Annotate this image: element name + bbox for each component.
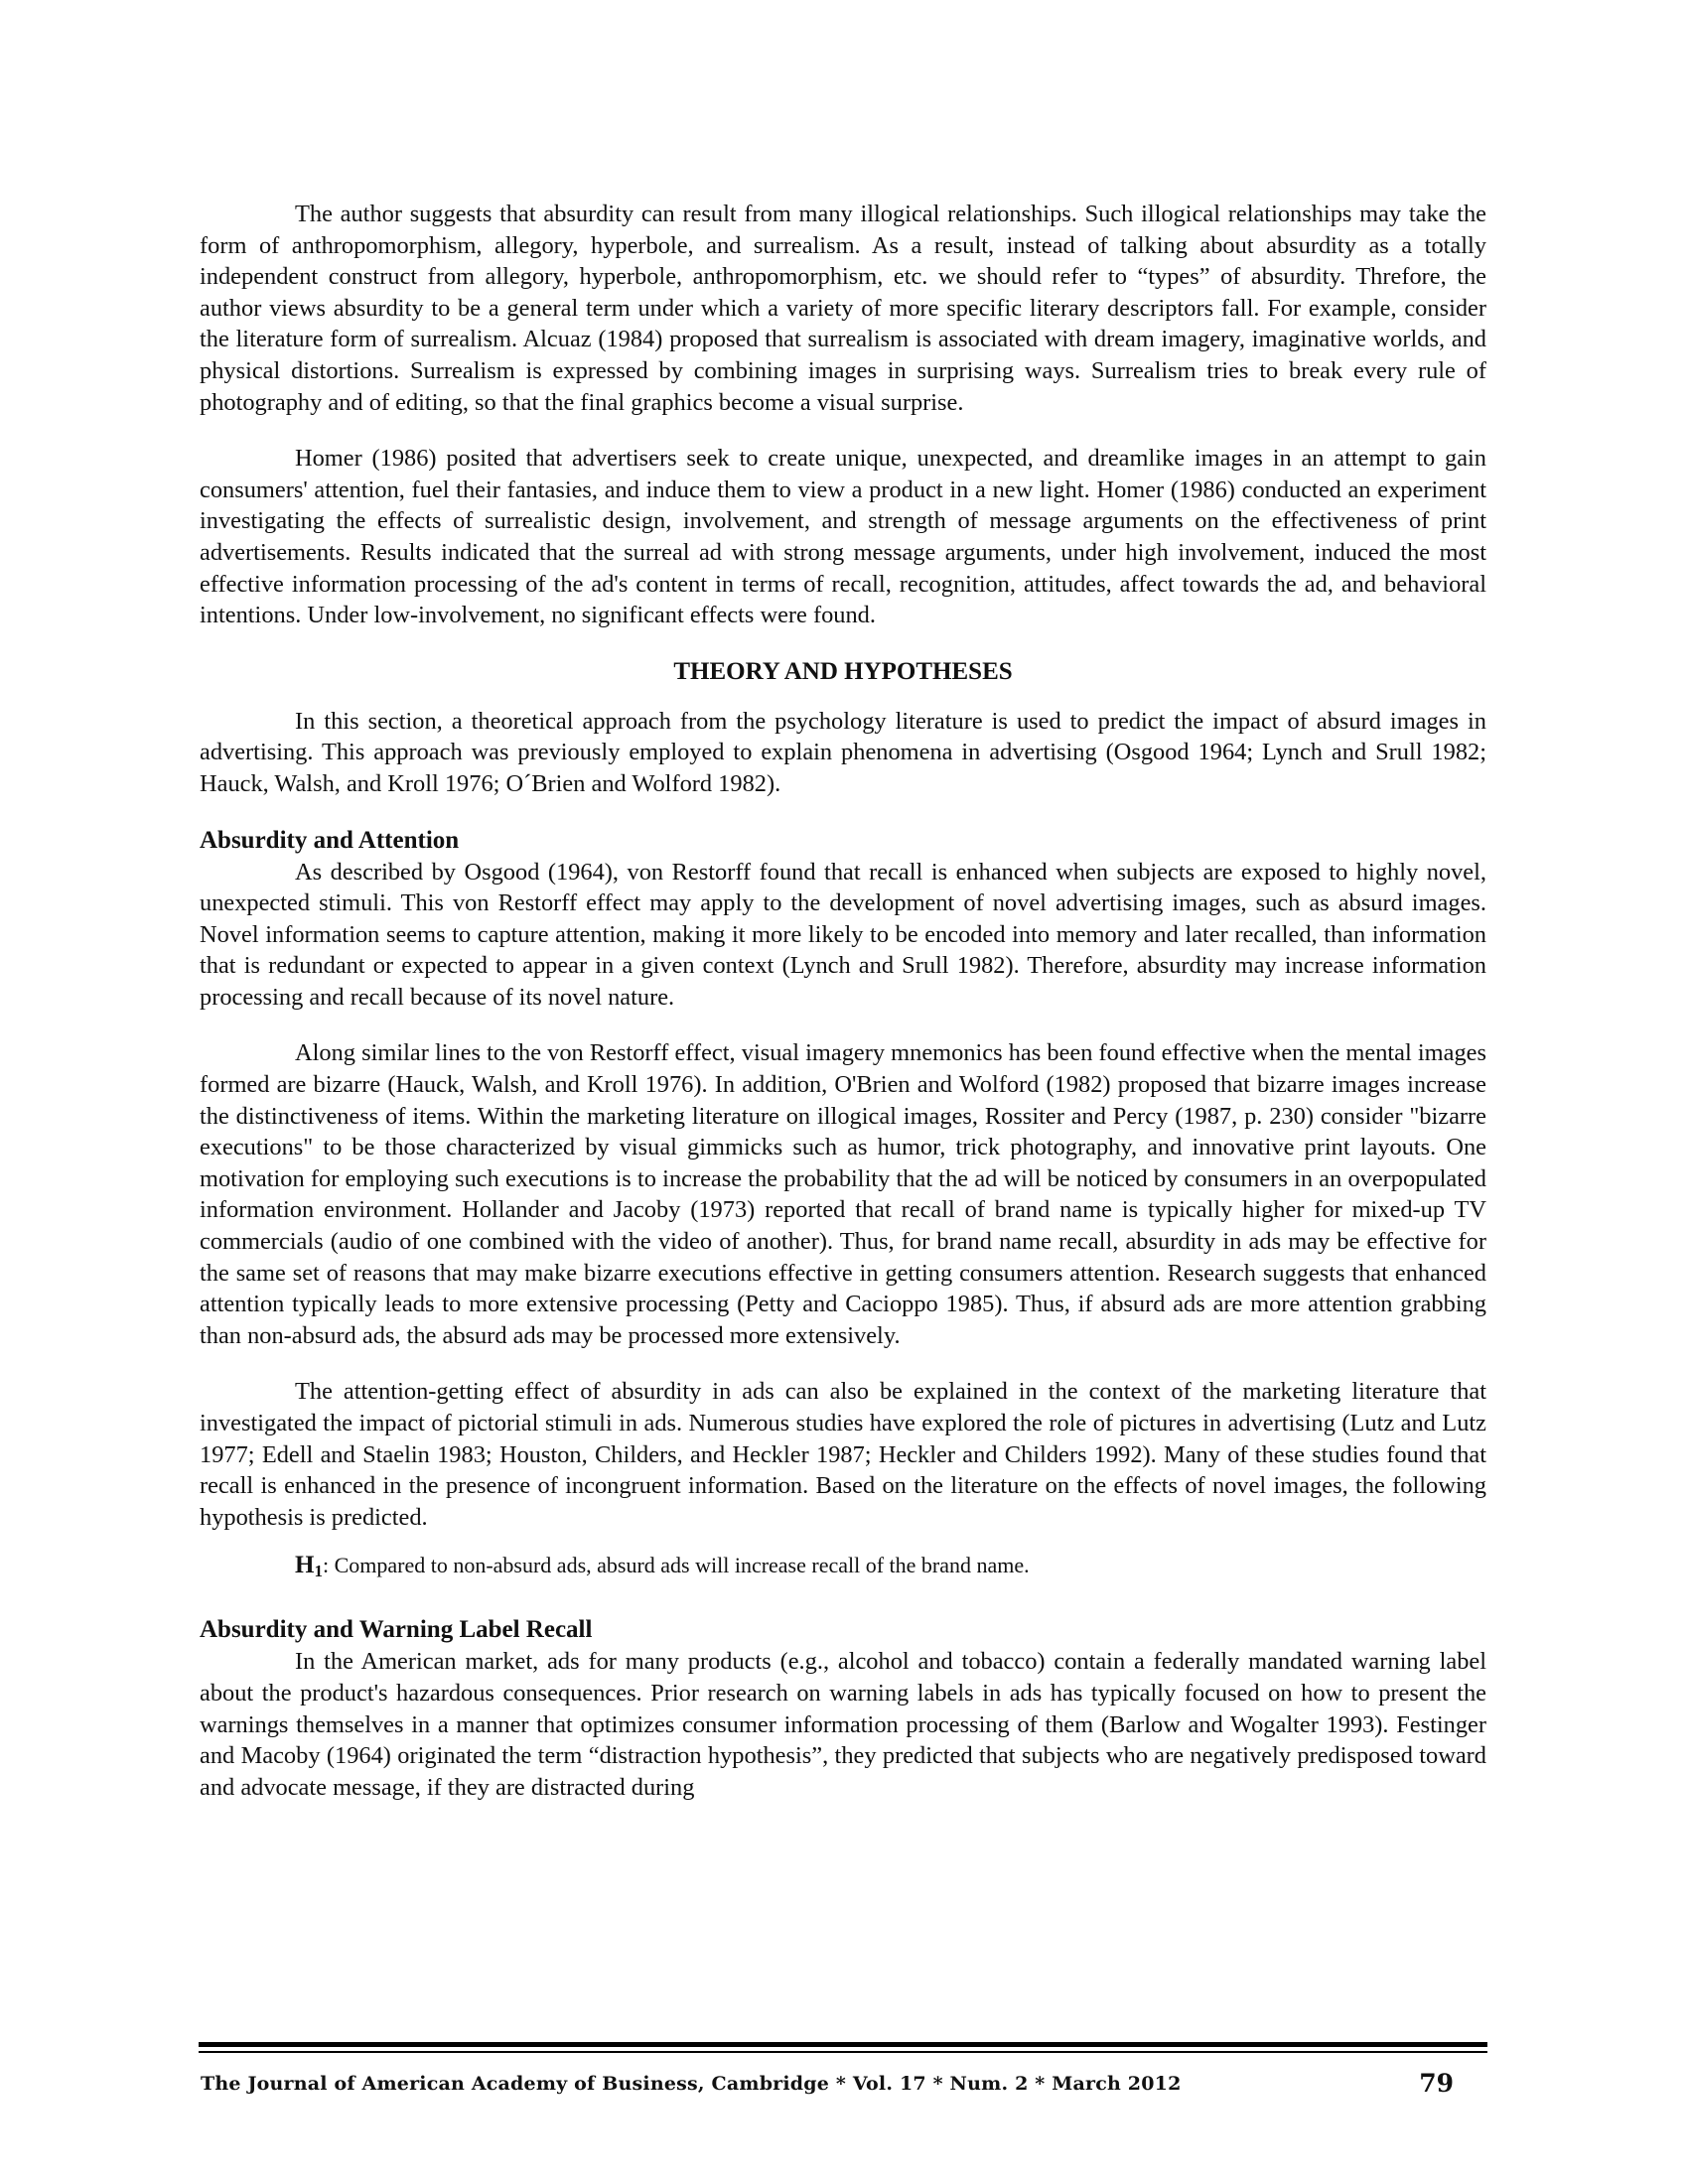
subsection-heading-warning: Absurdity and Warning Label Recall xyxy=(200,1616,593,1644)
hypothesis-h1 xyxy=(200,1551,1486,1586)
section-heading-theory: THEORY AND HYPOTHESES xyxy=(673,657,1013,685)
footer-rule-thin xyxy=(199,2051,1487,2053)
page-footer xyxy=(201,2067,1483,2103)
page-body xyxy=(200,199,1486,1828)
subsection-heading-attention: Absurdity and Attention xyxy=(200,826,460,854)
paragraph-homer-surrealism: Homer (1986) posited that advertisers seek to create unique, unexpected, and dreamlike images in an attempt to gain consumers' attention, fuel their fantasies, and induce them to view a product in a new light. Homer (1986) conducted an experiment investigating the effects of surrealistic design, involvement, and strength of message arguments on the effectiveness of print advertisements. Results indicated that the surreal ad with strong message arguments, under high involvement, induced the most effective information processing of the ad's content in terms of recall, recognition, attitudes, affect towards the ad, and behavioral intentions. Under low-involvement, no significant effects were found. xyxy=(200,445,1486,629)
paragraph-warning-labels: In the American market, ads for many products (e.g., alcohol and tobacco) contain a federally mandated warning label about the product's hazardous consequences. Prior research on warning labels in ads has typically focused on how to present the warnings themselves in a manner that optimizes consumer information processing of them (Barlow and Wogalter 1993). Festinger and Macoby (1964) originated the term “distraction hypothesis”, they predicted that subjects who are negatively predisposed toward and advocate message, if they are distracted during xyxy=(200,1648,1486,1801)
paragraph-bizarre-imagery: Along similar lines to the von Restorff effect, visual imagery mnemonics has been found effective when the mental images formed are bizarre (Hauck, Walsh, and Kroll 1976). In addition, O'Brien and Wolford (1982) proposed that bizarre images increase the distinctiveness of items. Within the marketing literature on illogical images, Rossiter and Percy (1987, p. 230) consider "bizarre executions" to be those characterized by visual gimmicks such as humor, trick photography, and innovative print layouts. One motivation for employing such executions is to increase the probability that the ad will be noticed by consumers in an overpopulated information environment. Hollander and Jacoby (1973) reported that recall of brand name is typically higher for mixed-up TV commercials (audio of one combined with the video of another). Thus, for brand name recall, absurdity in ads may be effective for the same set of reasons that may make bizarre executions effective in getting consumers attention. Research suggests that enhanced attention typically leads to more extensive processing (Petty and Cacioppo 1985). Thus, if absurd ads are more attention grabbing than non-absurd ads, the absurd ads may be processed more extensively. xyxy=(200,1039,1486,1349)
journal-citation: The Journal of American Academy of Business, Cambridge * Vol. 17 * Num. 2 * March 2012 xyxy=(201,2073,1182,2095)
paragraph-von-restorff: As described by Osgood (1964), von Restorff found that recall is enhanced when subjects are exposed to highly novel, unexpected stimuli. This von Restorff effect may apply to the development of novel advertising images, such as absurd images. Novel information seems to capture attention, making it more likely to be encoded into memory and later recalled, than information that is redundant or expected to appear in a given context (Lynch and Srull 1982). Therefore, absurdity may increase information processing and recall because of its novel nature. xyxy=(200,858,1486,1011)
hypothesis-subscript: 1 xyxy=(314,1562,323,1581)
hypothesis-label: H xyxy=(295,1552,315,1579)
paragraph-theory-intro: In this section, a theoretical approach from the psychology literature is used to predict the impact of absurd images in advertising. This approach was previously employed to explain phenomena in advertising (Osgood 1964; Lynch and Srull 1982; Hauck, Walsh, and Kroll 1976; O´Brien and Wolford 1982). xyxy=(200,707,1486,797)
hypothesis-text: : Compared to non-absurd ads, absurd ads will increase recall of the brand name. xyxy=(322,1553,1030,1578)
footer-rule-thick xyxy=(199,2042,1487,2047)
paragraph-pictorial-stimuli: The attention-getting effect of absurdity in ads can also be explained in the context of the marketing literature that investigated the impact of pictorial stimuli in ads. Numerous studies have explored the role of pictures in advertising (Lutz and Lutz 1977; Edell and Staelin 1983; Houston, Childers, and Heckler 1987; Heckler and Childers 1992). Many of these studies found that recall is enhanced in the presence of incongruent information. Based on the literature on the effects of novel images, the following hypothesis is predicted. xyxy=(200,1378,1486,1531)
page-number: 79 xyxy=(1419,2069,1454,2098)
paragraph-absurdity-types: The author suggests that absurdity can result from many illogical relationships. Such illogical relationships may take the form of anthropomorphism, allegory, hyperbole, and surrealism. As a result, instead of talking about absurdity as a totally independent construct from allegory, hyperbole, anthropomorphism, etc. we should refer to “types” of absurdity. Threfore, the author views absurdity to be a general term under which a variety of more specific literary descriptors fall. For example, consider the literature form of surrealism. Alcuaz (1984) proposed that surrealism is associated with dream imagery, imaginative worlds, and physical distortions. Surrealism is expressed by combining images in surprising ways. Surrealism tries to break every rule of photography and of editing, so that the final graphics become a visual surprise. xyxy=(200,201,1486,416)
